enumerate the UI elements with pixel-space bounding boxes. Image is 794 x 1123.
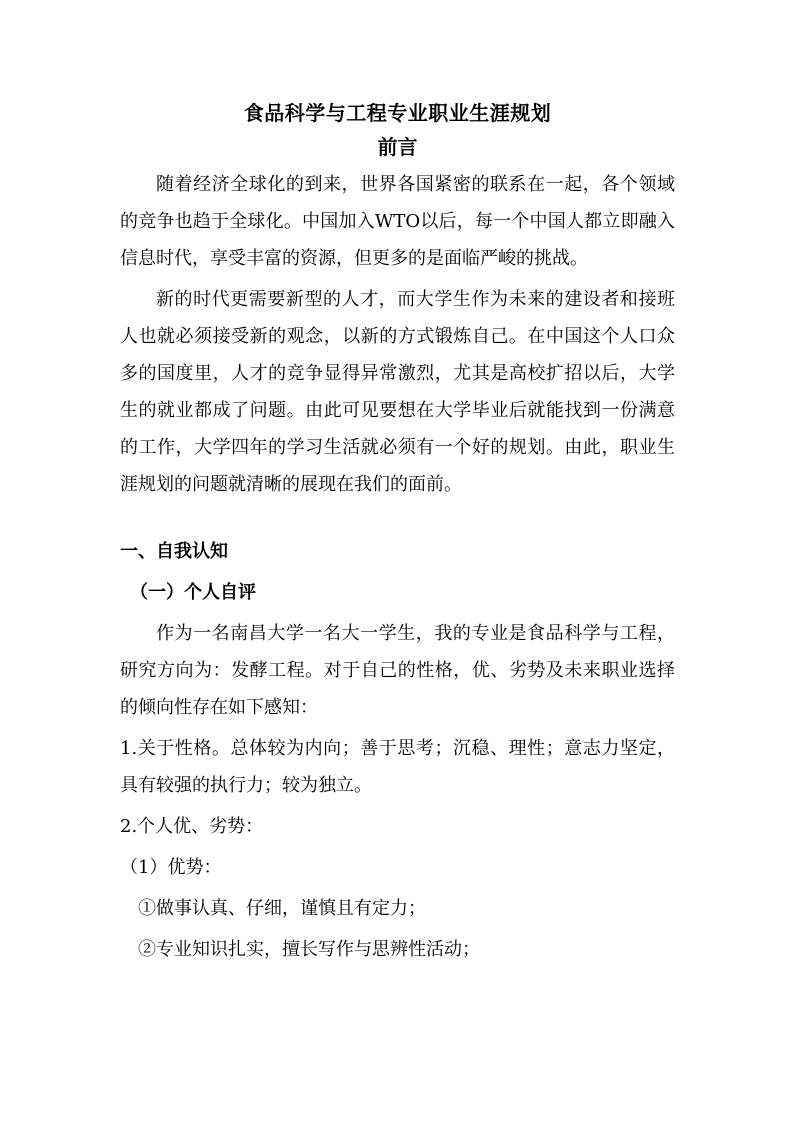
document-body bbox=[120, 96, 675, 968]
document-title: 食品科学与工程专业职业生涯规划 bbox=[243, 101, 552, 125]
strengths-label: （1）优势： bbox=[120, 857, 222, 878]
subsection-heading-self-evaluation: （一）个人自评 bbox=[130, 582, 256, 603]
section-heading-self-awareness: 一、自我认知 bbox=[120, 541, 228, 562]
preface-heading: 前言 bbox=[377, 135, 418, 159]
preface-paragraph-1: 随着经济全球化的到来，世界各国紧密的联系在一起，各个领域的竞争也趋于全球化。中国加入WTO以后，每一个中国人都立即融入信息时代，享受丰富的资源，但更多的是面临严峻的挑战。 bbox=[120, 174, 675, 269]
preface-paragraph-2: 新的时代更需要新型的人才，而大学生作为未来的建设者和接班人也就必须接受新的观念，以新的方式锻炼自己。在中国这个人口众多的国度里，人才的竞争显得异常激烈，尤其是高校扩招以后，大学生的就业都成了问题。由此可见要想在大学毕业后就能找到一份满意的工作，大学四年的学习生活就必须有一个好的规划。由此，职业生涯规划的问题就清晰的展现在我们的面前。 bbox=[120, 289, 675, 495]
strengths-weaknesses-item: 2.个人优、劣势： bbox=[120, 816, 264, 837]
strength-item-2: ②专业知识扎实，擅长写作与思辨性活动； bbox=[138, 939, 480, 960]
personality-item: 1.关于性格。总体较为内向；善于思考；沉稳、理性；意志力坚定，具有较强的执行力；较为独立。 bbox=[120, 738, 675, 796]
self-evaluation-paragraph: 作为一名南昌大学一名大一学生，我的专业是食品科学与工程，研究方向为：发酵工程。对于自己的性格，优、劣势及未来职业选择的倾向性存在如下感知： bbox=[120, 623, 675, 718]
strength-item-1: ①做事认真、仔细，谨慎且有定力； bbox=[138, 898, 426, 919]
